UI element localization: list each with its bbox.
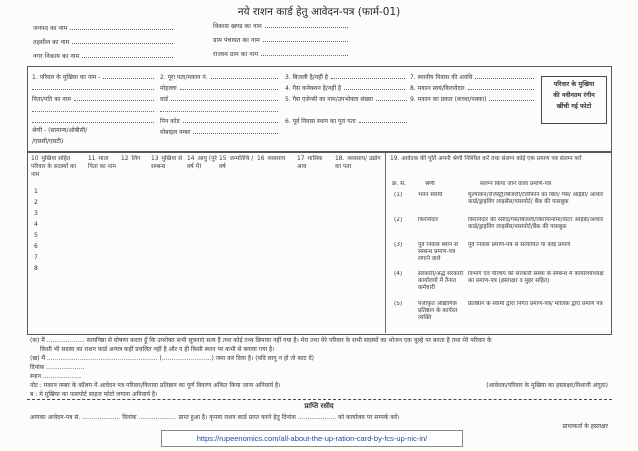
- proof-row-document: प्रतिष्ठान के स्वामी द्वारा निर्गत प्रमाण-पत्र/ मालिक द्वारा प्रमाण पत्र: [468, 301, 603, 307]
- proof-row-category: किरायेदार: [418, 217, 439, 223]
- photo-box-line-2: की नवीनतम रंगीन: [553, 92, 595, 99]
- col-header-monthly-income: [297, 155, 333, 183]
- rajasv-gram-label: राजस्व ग्राम का नाम: [213, 51, 259, 58]
- nagar-nikay-label: नगर निकाय का नाम: [33, 53, 80, 60]
- col-header-relation: [151, 155, 185, 183]
- member-row-number: 1: [34, 188, 38, 195]
- proof-header-sno: क्र. सं.: [392, 181, 406, 187]
- proof-row-sno: (4): [394, 271, 403, 277]
- electricity-label: 3. बिजली है/नहीं है: [285, 74, 328, 81]
- previous-address-blank: [359, 122, 407, 123]
- col-label: जन्मतिथि / वर्ष: [219, 156, 254, 170]
- full-address-label: 2. पूरा पता/मकान नं.: [160, 74, 208, 81]
- mohalla-blank: [180, 89, 278, 90]
- gram-panchayat-blank: [263, 41, 348, 42]
- receipt-line: आपका आवेदन-पत्र सं. .................... दिनांक .................... प्राप्त हुआ है। कृपया राशन कार्ड प्राप्त करने हेतु दिनांक .................... को कार्यालय पर सम्पर्क करें।: [30, 414, 400, 421]
- col-header-birth-date: [219, 155, 255, 183]
- gas-agency-field: [285, 93, 407, 103]
- proof-row-document: किरायेदार की रसीद/गैस/बिजली/किरायानामा/वोटर आईडी/आधार कार्ड/ड्राइविंग लाइसेंस/पासपोर्ट/बैंक की पासबुक: [468, 217, 604, 230]
- ownership-blank: [468, 89, 534, 90]
- col-label: व्यवसाय/ उद्योग का पता: [335, 156, 381, 170]
- address-blank-2: [160, 111, 278, 112]
- tehsil-field: [33, 36, 173, 46]
- residence-duration-blank: [475, 78, 534, 79]
- declaration-place: स्थान ....................: [30, 373, 81, 380]
- source-url-caption: https://rupeenomics.com/all-about-the-up-ration-card-by-fcs-up-nic-in/: [161, 430, 463, 447]
- head-name-blank: [103, 78, 154, 79]
- house-type-field: [410, 93, 534, 103]
- address-continuation: [160, 104, 278, 114]
- head-name-continuation: [32, 82, 154, 92]
- declaration-ka-line-2: किसी भी सदस्य का राशन कार्ड अन्यत्र कहीं प्रचलित नहीं है और न ही किसी स्थान पर कभी से बनाया गया है।: [40, 346, 275, 353]
- blank-line: [32, 115, 154, 125]
- residence-duration-field: [410, 71, 534, 81]
- col-number: 13: [151, 156, 159, 162]
- father-name-field: [32, 93, 154, 103]
- gas-connection-blank: [344, 89, 405, 90]
- ownership-field: [410, 82, 534, 92]
- proof-row-sno: (1): [394, 192, 403, 198]
- electricity-field: [285, 71, 405, 81]
- head-name-field: [32, 71, 154, 81]
- gas-connection-field: [285, 82, 405, 92]
- photo-box-line-1: परिवार के मुखिया: [553, 81, 595, 88]
- member-row-number: 3: [34, 210, 38, 217]
- father-name-continuation: [32, 104, 154, 114]
- member-row-number: 4: [34, 221, 38, 228]
- full-address-blank: [211, 78, 278, 79]
- table-divider: [385, 152, 386, 333]
- declaration-note: नोट : मकान नम्बर के कॉलम में आवेदन पत्र परिवार/किराया प्रतिष्ठान का पूर्ण विवरण अंकित किया जाना अनिवार्य है।: [30, 382, 281, 389]
- proof-row-document: पूर्व निवास प्रमाण-पत्र से सत्यापित या कोई प्रमाण: [468, 242, 571, 248]
- mobile-field: [160, 126, 278, 136]
- proof-header-document: संलग्न किया जाने वाला प्रमाण-पत्र: [480, 181, 552, 187]
- ward-field: [160, 93, 278, 103]
- receipt-title: प्राप्ति रसीद: [304, 402, 334, 410]
- house-type-blank: [489, 100, 534, 101]
- col-header-parent-name: [88, 155, 120, 183]
- electricity-blank: [331, 78, 405, 79]
- gas-agency-label: 5. गैस एजेन्सी का नाम/उपभोक्ता संख्या: [285, 96, 373, 103]
- photo-box-line-3: खींची गई फोटो: [556, 103, 592, 110]
- member-row-number: 7: [34, 254, 38, 261]
- col-number: 16: [257, 156, 265, 162]
- gas-agency-blank: [376, 100, 407, 101]
- col-label: मुखिया से सम्बन्ध: [151, 156, 183, 170]
- district-field: [33, 22, 173, 32]
- col-label: मासिक आय: [297, 156, 323, 170]
- col-label: माता पिता का नाम: [88, 156, 116, 170]
- member-row-number: 2: [34, 199, 38, 206]
- district-blank: [70, 29, 173, 30]
- receiver-signature-label: प्राप्तकर्ता के हस्ताक्षर: [562, 423, 608, 430]
- form-title: नये राशन कार्ड हेतु आवेदन-पत्र (फार्म-01): [237, 6, 401, 18]
- proof-row-category: पूर्व निवास स्थान से सम्बन्ध प्रमाण-पत्र लगाने वाले: [418, 242, 458, 262]
- col-number: 11: [88, 156, 96, 162]
- mobile-blank: [193, 133, 278, 134]
- pincode-blank: [183, 122, 278, 123]
- mohalla-field: [160, 82, 278, 92]
- pincode-field: [160, 115, 278, 125]
- col-number: 17: [297, 156, 305, 162]
- proof-row-sno: (2): [394, 217, 403, 223]
- proof-row-category: सरकारी/अर्द्ध सरकारी कार्यालयों में तैनात कर्मचारी: [418, 271, 464, 291]
- col-header-gender: [121, 155, 149, 183]
- col-header-member-name: [31, 155, 86, 183]
- col-header-age: [187, 155, 217, 183]
- rajasv-gram-blank: [261, 55, 348, 56]
- ownership-label: 8. मकान स्वयं/किरायेदार: [410, 85, 465, 92]
- col-header-occupation: [257, 155, 295, 183]
- vikas-khand-field: [213, 20, 348, 30]
- proof-row-document: मूल्यांकन/रजिस्ट्री/बिजली/टेलीफोन का बिल/ गैस/ आईडी/ आधार कार्ड/ड्राइविंग लाइसेंस/पासपोर्ट/ बैंक की पासबुक: [468, 192, 604, 205]
- col-header-business-address: [335, 155, 383, 183]
- proof-header-category: श्रेणी: [425, 181, 435, 187]
- proof-row-sno: (5): [394, 301, 403, 307]
- member-row-number: 6: [34, 243, 38, 250]
- member-row-number: 8: [34, 265, 38, 272]
- col-label: आयु (पूरे वर्ष में): [187, 156, 217, 170]
- col-number: 15: [219, 156, 227, 162]
- declaration-line-b: ब : मे मुखिया का पासपोर्ट साइज फोटो लगाना अनिवार्य है।: [30, 391, 158, 398]
- head-name-blank-2: [32, 89, 154, 90]
- applicant-signature-label: (आवेदक/परिवार के मुखिया का हस्ताक्षर/निशानी अंगूठा): [486, 382, 608, 389]
- gram-panchayat-label: ग्राम पंचायत का नाम: [213, 37, 260, 44]
- nagar-nikay-blank: [82, 57, 173, 58]
- gas-connection-label: 4. गैस कनेक्शन है/नहीं है: [285, 85, 342, 92]
- father-name-label: पिता/पति का नाम: [32, 96, 71, 103]
- ward-blank: [171, 100, 278, 101]
- vikas-khand-blank: [265, 27, 348, 28]
- father-name-blank-2: [32, 111, 154, 112]
- declaration-ka-line-1: (क) मैं .................... सत्यनिष्ठा से घोषणा करता हूँ कि उपरोक्त सभी सूचनाएं सत्य हैं तथा कोई तथ्य छिपाया नहीं गया है। मेरा तथा मेरे परिवार के सभी सदस्यों का भोजन एक चूल्हे पर बनता है तथा मेरे परिवार के: [30, 337, 492, 344]
- cut-line: [27, 399, 612, 400]
- col-label: मुखिया सहित परिवार के सदस्यों का नाम: [31, 156, 77, 178]
- vikas-khand-label: विकास खण्ड का नाम: [213, 23, 262, 30]
- proof-row-sno: (3): [394, 242, 403, 248]
- col-number: 10: [31, 156, 39, 162]
- declaration-date: दिनांक ....................: [30, 364, 85, 371]
- previous-address-label: 6. पूर्व निवास स्थान का पूरा पता: [285, 118, 356, 125]
- house-type-label: 9. मकान का प्रकार (कच्चा/पक्का): [410, 96, 487, 103]
- father-name-blank: [74, 100, 154, 101]
- declaration-kha-line: (ख) मैं .......................................................... (..........................) जमा कर दिया है। (यदि लागू न हो तो काट दें): [30, 355, 314, 362]
- blank-line-dots: [32, 122, 154, 123]
- rajasv-gram-field: [213, 48, 348, 58]
- category-line-2: /एससी/एसटी): [32, 138, 64, 145]
- full-address-field: [160, 71, 278, 81]
- district-label: जनपद का नाम: [33, 25, 68, 32]
- category-line-1: श्रेणी - (सामान्य/ओबीसी/: [32, 127, 88, 134]
- residence-duration-label: 7. स्थानीय निवास की अवधि: [410, 74, 473, 81]
- tehsil-blank: [72, 43, 173, 44]
- member-row-number: 5: [34, 232, 38, 239]
- mohalla-label: मोहल्ला: [160, 85, 177, 92]
- photo-box: [541, 76, 607, 124]
- previous-address-field: [285, 115, 407, 125]
- col-number: 14: [187, 156, 195, 162]
- proof-row-category: भवन स्वामी: [418, 192, 443, 198]
- col-number: 12: [121, 156, 129, 162]
- proof-row-document: विभाग एवं परिचय की सरकारी संस्था के सम्बन्ध में कार्यालयाध्यक्ष का प्रमाण-पत्र (हस्ताक्षर व मुहर सहित): [468, 271, 604, 284]
- head-name-label: 1. परिवार के मुखिया का नाम -: [32, 74, 101, 81]
- ward-label: वार्ड: [160, 96, 169, 103]
- proof-instruction: 19. आवेदक की पूर्ति अपनी श्रेणी निश्चित करें तथा संलग्न कोई एक प्रमाण पत्र संलग्न करें: [390, 156, 582, 162]
- pincode-label: पिन कोड: [160, 118, 180, 125]
- gram-panchayat-field: [213, 34, 348, 44]
- tehsil-label: तहसील का नाम: [33, 39, 70, 46]
- col-number: 18.: [335, 156, 345, 162]
- nagar-nikay-field: [33, 50, 173, 60]
- mobile-label: मोबाइल नम्बर: [160, 129, 191, 136]
- col-label: व्यवसाय: [267, 156, 286, 162]
- proof-row-category: पंजीकृत औद्योगिक प्रतिष्ठान के कार्यरत व्यक्ति: [418, 301, 458, 321]
- col-label: लिंग: [131, 156, 141, 162]
